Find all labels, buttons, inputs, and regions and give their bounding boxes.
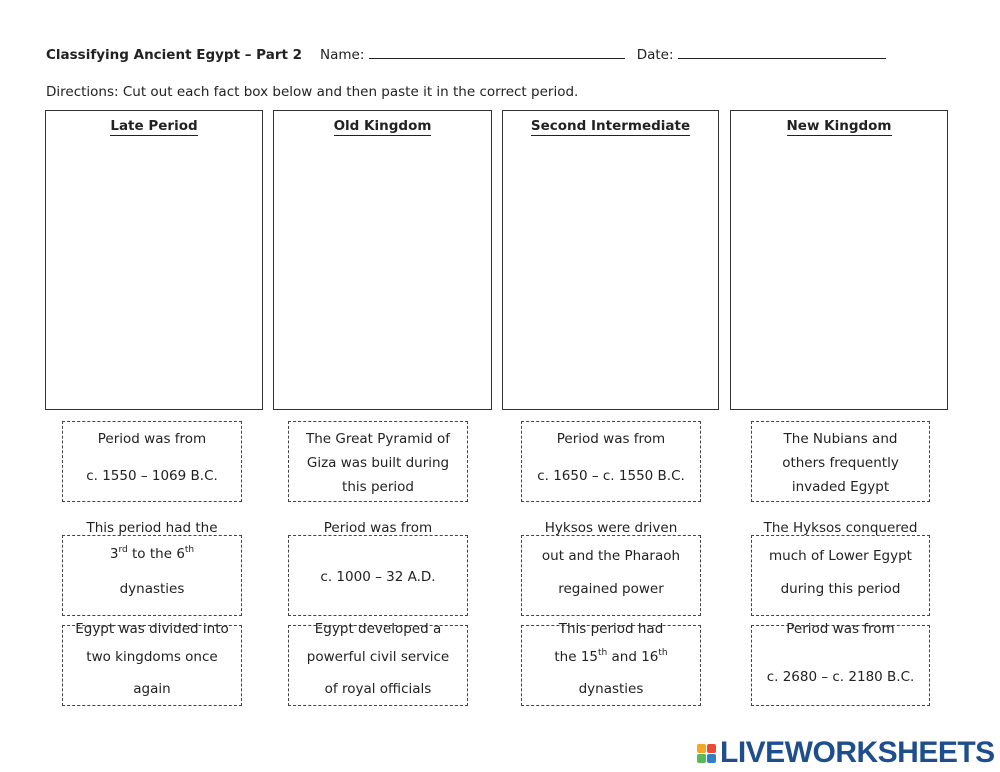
card-text-line: c. 1550 – 1069 B.C. (86, 468, 218, 484)
card-text-line: dynasties (119, 581, 185, 597)
card-text-line: Egypt was divided into (75, 621, 229, 637)
logo-square (697, 754, 706, 763)
card-text-line: This period had (558, 621, 664, 637)
drop-zone-late-period[interactable] (45, 110, 263, 410)
name-label: Name: (320, 47, 365, 63)
column-heading: Late Period (110, 118, 198, 134)
card-text-line: Period was from (323, 520, 433, 536)
column-heading: Second Intermediate (530, 118, 691, 134)
card-text-line: Egypt developed a (314, 621, 442, 637)
fact-card-great-pyramid[interactable] (288, 421, 468, 502)
card-text-line: Period was from (786, 621, 895, 637)
drop-zone-old-kingdom[interactable] (273, 110, 492, 410)
liveworksheets-logo-icon (697, 744, 716, 763)
date-label: Date: (636, 47, 674, 63)
card-text-line: c. 2680 – c. 2180 B.C. (766, 669, 915, 685)
card-text-line: two kingdoms once (86, 649, 218, 665)
fact-card-nubians[interactable] (751, 421, 930, 502)
card-text-line: out and the Pharaoh (541, 548, 681, 564)
card-text-line: again (133, 681, 171, 697)
card-text-line: The Hyksos conquered (763, 520, 918, 536)
fact-card-late-period-dates[interactable] (62, 421, 242, 502)
card-text-line: Period was from (556, 431, 666, 447)
card-text-line: The Great Pyramid of (305, 431, 450, 447)
liveworksheets-logo (697, 736, 995, 770)
fact-card-hyksos-driven-out[interactable] (521, 520, 701, 616)
fact-card-divided-kingdoms[interactable] (62, 621, 242, 706)
logo-square (707, 754, 716, 763)
card-text-line: Period was from (97, 431, 207, 447)
card-text-line: Giza was built during (306, 455, 450, 471)
card-text-line: others frequently (782, 455, 899, 471)
fact-card-third-sixth-dynasties[interactable] (62, 520, 242, 616)
card-text-line: Hyksos were driven (544, 520, 678, 536)
card-text-line: The Nubians and (783, 431, 898, 447)
card-text-line: this period (342, 479, 414, 495)
logo-square (707, 744, 716, 753)
card-text-line: powerful civil service (306, 649, 450, 665)
card-text-line: regained power (558, 581, 664, 597)
column-heading: Old Kingdom (333, 118, 432, 134)
directions-text: Directions: Cut out each fact box below and then paste it in the correct period. (46, 84, 579, 100)
card-text-line: dynasties (578, 681, 644, 697)
card-text-line: the 15th and 16th (554, 648, 668, 665)
drop-zone-new-kingdom[interactable] (730, 110, 948, 410)
card-text-line: invaded Egypt (791, 479, 890, 495)
card-text-line: c. 1650 – c. 1550 B.C. (537, 468, 685, 484)
card-text-line: This period had the (86, 520, 218, 536)
worksheet-header (46, 46, 886, 63)
card-text-line: c. 1000 – 32 A.D. (320, 569, 436, 585)
card-text-line: during this period (780, 581, 901, 597)
logo-text: LIVEWORKSHEETS (720, 736, 995, 769)
logo-square (697, 744, 706, 753)
drop-zone-second-intermediate[interactable] (502, 110, 719, 410)
card-text-line: 3rd to the 6th (109, 545, 195, 562)
fact-card-second-dates[interactable] (521, 421, 701, 502)
card-text-line: of royal officials (324, 681, 432, 697)
name-blank-line[interactable] (369, 46, 625, 59)
column-heading: New Kingdom (786, 118, 892, 134)
date-blank-line[interactable] (678, 46, 886, 59)
card-text-line: much of Lower Egypt (769, 548, 912, 564)
fact-card-civil-service[interactable] (288, 621, 468, 706)
fact-card-hyksos-conquered[interactable] (751, 520, 930, 616)
fact-card-fifteenth-sixteenth-dynasties[interactable] (521, 621, 701, 706)
fact-card-old-dates[interactable] (751, 621, 930, 706)
worksheet-title: Classifying Ancient Egypt – Part 2 (46, 47, 303, 63)
fact-card-new-dates[interactable] (288, 520, 468, 616)
